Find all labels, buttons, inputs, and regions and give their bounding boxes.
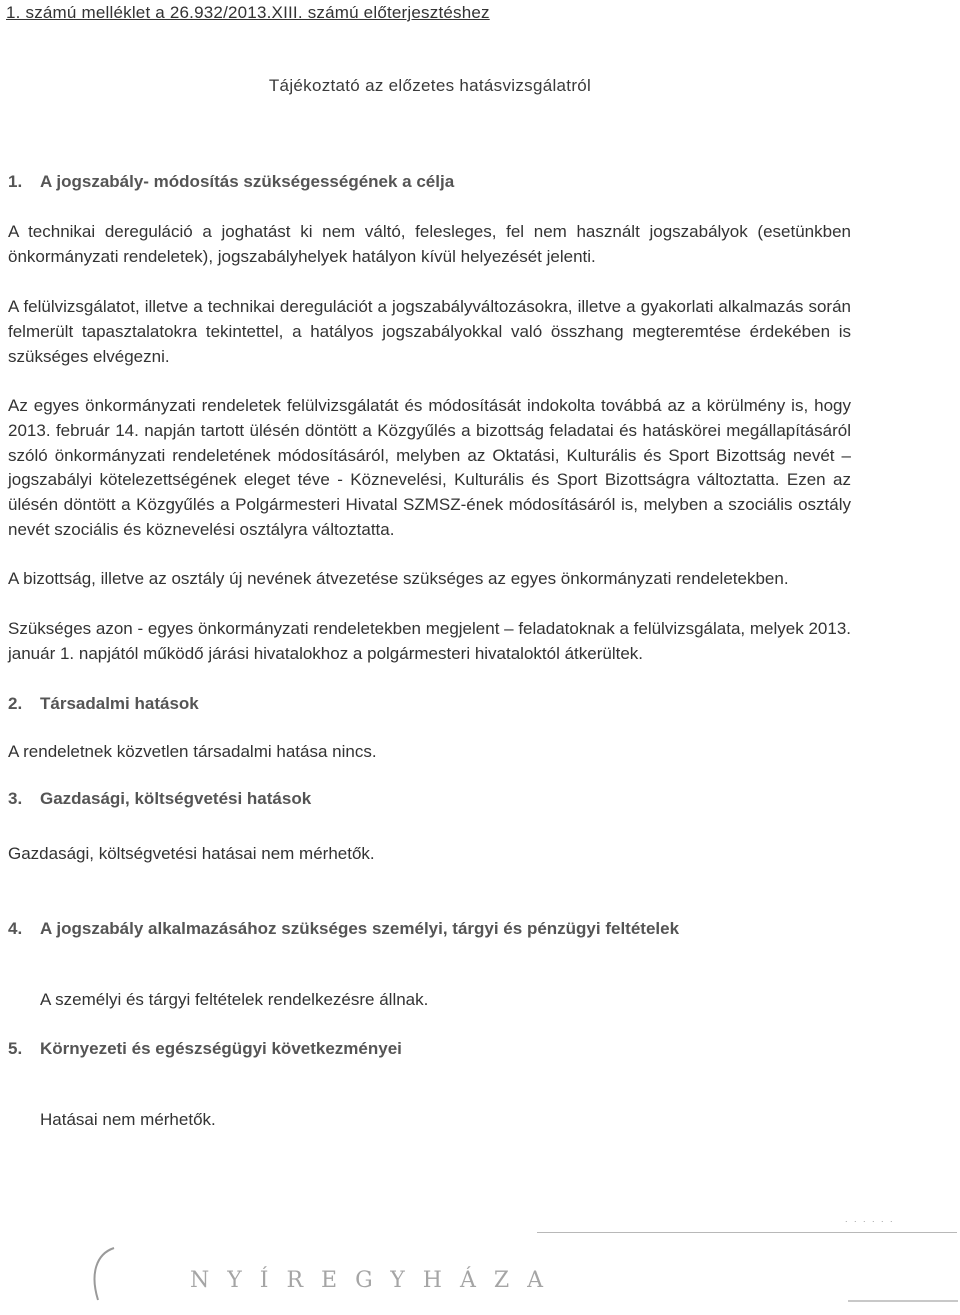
section-4-paragraph-1: A személyi és tárgyi feltételek rendelkezésre állnak. (40, 990, 429, 1009)
section-number: 3. (8, 789, 23, 808)
annex-reference: 1. számú melléklet a 26.932/2013.XIII. számú előterjesztéshez (6, 3, 490, 22)
section-5-paragraph-1: Hatásai nem mérhetők. (40, 1110, 216, 1129)
footer-divider (537, 1232, 957, 1233)
section-number: 4. (8, 919, 23, 938)
city-logo-icon (84, 1244, 124, 1306)
document-title: Tájékoztató az előzetes hatásvizsgálatról (268, 76, 592, 95)
section-1-paragraph-4: A bizottság, illetve az osztály új nevének átvezetése szükséges az egyes önkormányzati rendeletekben. (8, 569, 789, 588)
section-1-paragraph-1: A technikai dereguláció a joghatást ki nem váltó, felesleges, fel nem használt jogszabályok (esetünkben önkormányzati rendeletek), jogszabályhelyek hatályon kívül helyezését jelenti. (8, 222, 851, 266)
section-4-heading (8, 919, 679, 939)
section-title: A jogszabály alkalmazásához szükséges személyi, tárgyi és pénzügyi feltételek (40, 919, 680, 938)
section-2-paragraph-1: A rendeletnek közvetlen társadalmi hatása nincs. (8, 742, 377, 761)
section-title: A jogszabály- módosítás szükségességének a célja (40, 172, 455, 191)
section-1-paragraph-2: A felülvizsgálatot, illetve a technikai deregulációt a jogszabályváltozásokra, illetve a gyakorlati alkalmazás során felmerült tapasztalatokra tekintettel, a hatályos jogszabályokkal való összhang megteremtése érdekében is szükséges elvégezni. (8, 297, 851, 366)
section-number: 2. (8, 694, 23, 713)
footer-logo-text: NYÍREGYHÁZA (190, 1268, 562, 1293)
section-title: Környezeti és egészségügyi következményei (40, 1039, 402, 1058)
section-title: Társadalmi hatások (40, 694, 199, 713)
section-3-paragraph-1: Gazdasági, költségvetési hatásai nem mérhetők. (8, 844, 375, 863)
section-number: 5. (8, 1039, 23, 1058)
section-2-heading (8, 694, 199, 714)
footer-bottom-stroke (848, 1300, 958, 1302)
section-1-heading (8, 172, 454, 192)
section-1-paragraph-3: Az egyes önkormányzati rendeletek felülvizsgálatát és módosítását indokolta továbbá az a körülmény is, hogy 2013. február 14. napján tartott ülésén döntött a Közgyűlés a bizottság feladatai és hatáskörei megállapításáról szóló önkormányzati rendeletének módosításáról, melyben az Oktatási, Kulturális és Sport Bizottság nevét – jogszabályi kötelezettségének eleget téve - Köznevelési, Kulturális és Sport Bizottságra változtatta. Ezen az ülésén döntött a Közgyűlés a Polgármesteri Hivatal SZMSZ-ének módosításáról is, melyben a szociális osztály nevét szociális és köznevelési osztályra változtatta. (8, 396, 851, 539)
section-title: Gazdasági, költségvetési hatások (40, 789, 312, 808)
section-1-paragraph-5: Szükséges azon - egyes önkormányzati rendeletekben megjelent – feladatoknak a felülvizsgálata, melyek 2013. január 1. napjától működő járási hivatalokhoz a polgármesteri hivataloktól átkerültek. (8, 619, 851, 663)
section-3-heading (8, 789, 311, 809)
section-number: 1. (8, 172, 23, 191)
section-5-heading (8, 1039, 402, 1059)
footer-faint-text: . . . . . . (845, 1214, 895, 1224)
